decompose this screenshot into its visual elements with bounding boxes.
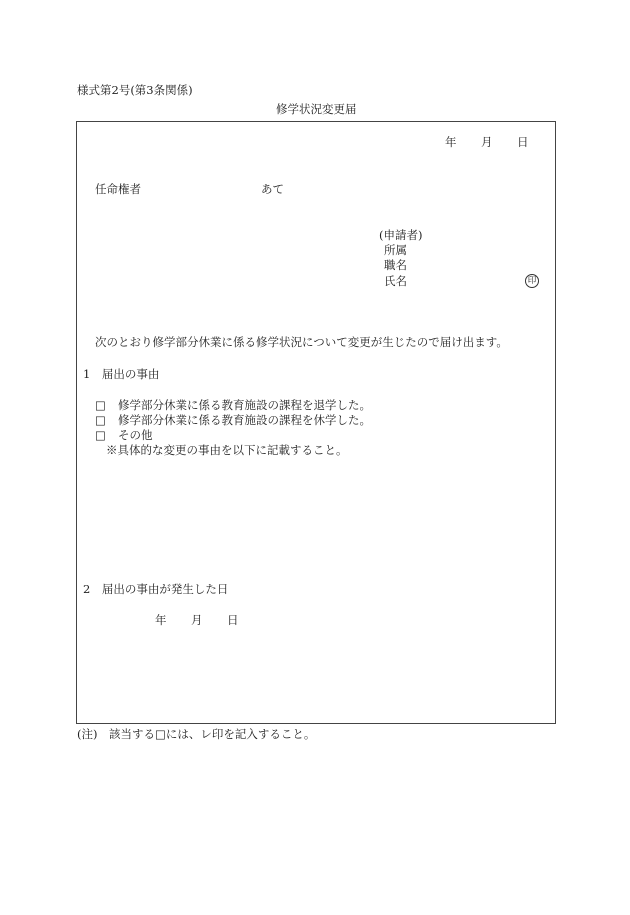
addressee-suffix: あて bbox=[261, 182, 284, 196]
form-title: 修学状況変更届 bbox=[276, 102, 357, 116]
occurrence-day-label: 日 bbox=[227, 613, 239, 627]
option-checkbox[interactable]: □ bbox=[95, 413, 106, 427]
section1-note: ※具体的な変更の事由を以下に記載すること。 bbox=[106, 443, 348, 457]
form-number: 様式第2号(第3条関係) bbox=[77, 83, 193, 97]
option-label: その他 bbox=[118, 428, 153, 442]
option-checkbox[interactable]: □ bbox=[95, 398, 106, 412]
date-month-label: 月 bbox=[481, 135, 493, 149]
section2-heading: 2 届出の事由が発生した日 bbox=[83, 582, 229, 596]
option-checkbox[interactable]: □ bbox=[95, 428, 106, 442]
date-day-label: 日 bbox=[517, 135, 529, 149]
section1-heading: 1 届出の事由 bbox=[83, 367, 160, 381]
option-label: 修学部分休業に係る教育施設の課程を退学した。 bbox=[118, 398, 371, 412]
applicant-affiliation-label: 所属 bbox=[384, 243, 407, 257]
footnote: (注) 該当する□には、レ印を記入すること。 bbox=[77, 727, 316, 741]
applicant-heading: (申請者) bbox=[379, 228, 423, 242]
addressee-label: 任命権者 bbox=[95, 182, 141, 196]
occurrence-year-label: 年 bbox=[155, 613, 167, 627]
occurrence-month-label: 月 bbox=[191, 613, 203, 627]
option-label: 修学部分休業に係る教育施設の課程を休学した。 bbox=[118, 413, 371, 427]
date-year-label: 年 bbox=[445, 135, 457, 149]
intro-text: 次のとおり修学部分休業に係る修学状況について変更が生じたので届け出ます。 bbox=[95, 335, 508, 349]
applicant-job-title-label: 職名 bbox=[384, 258, 407, 272]
seal-icon: 印 bbox=[525, 274, 539, 288]
applicant-name-label: 氏名 bbox=[384, 274, 407, 288]
